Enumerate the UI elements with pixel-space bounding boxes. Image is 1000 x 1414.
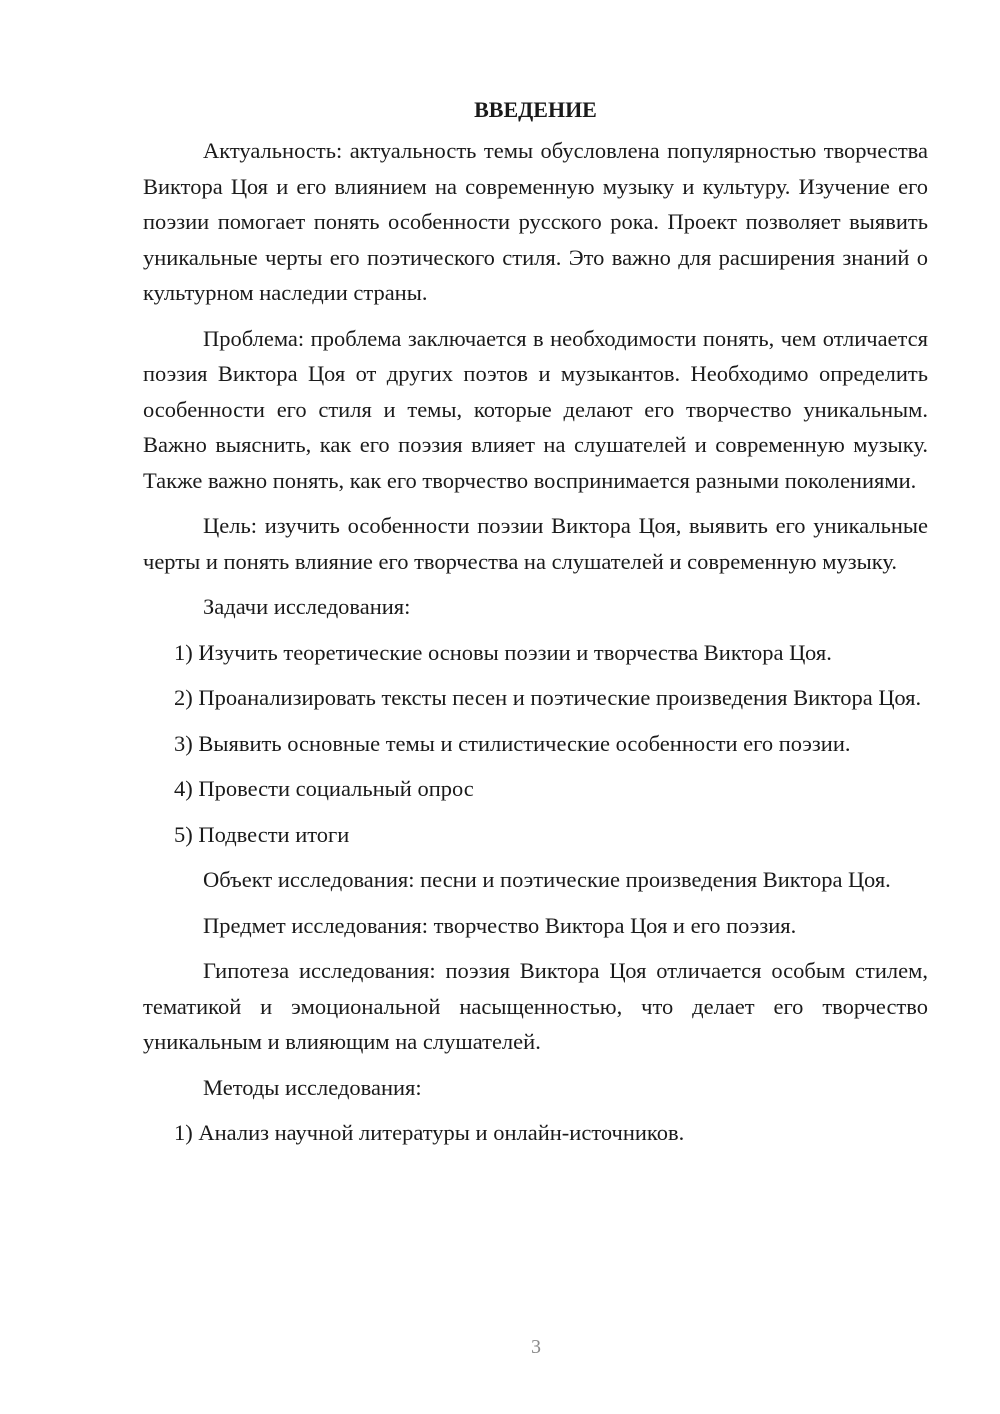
paragraph-hypothesis: Гипотеза исследования: поэзия Виктора Цоя отличается особым стилем, тематикой и эмоциональной насыщенностью, что делает его творчество уникальным и влияющим на слушателей. [143, 958, 928, 1054]
paragraph-goal: Цель: изучить особенности поэзии Виктора Цоя, выявить его уникальные черты и понять влияние его творчества на слушателей и современную музыку. [143, 513, 928, 574]
method-item: 1) Анализ научной литературы и онлайн-источников. [174, 1120, 685, 1145]
task-item: 3) Выявить основные темы и стилистические особенности его поэзии. [174, 730, 851, 756]
paragraph-problem: Проблема: проблема заключается в необходимости понять, чем отличается поэзия Виктора Цоя от других поэтов и музыкантов. Необходимо определить особенности его стиля и темы, которые делают его творчество уникальным. Важно выяснить, как его поэзия влияет на слушателей и современную музыку. Также важно понять, как его творчество воспринимается разными поколениями. [143, 325, 928, 493]
task-item: 4) Провести социальный опрос [174, 776, 474, 801]
paragraph-relevance: Актуальность: актуальность темы обусловлена популярностью творчества Виктора Цоя и его влиянием на современную музыку и культуру. Изучение его поэзии помогает понять особенности русского рока. Проект позволяет выявить уникальные черты его поэтического стиля. Это важно для расширения знаний о культурном наследии страны. [143, 138, 928, 305]
paragraph-object: Объект исследования: песни и поэтические произведения Виктора Цоя. [203, 867, 891, 892]
page-content [143, 95, 928, 1161]
page-number: 3 [531, 1336, 541, 1358]
paragraph-subject: Предмет исследования: творчество Виктора Цоя и его поэзия. [203, 912, 797, 938]
tasks-heading: Задачи исследования: [203, 594, 411, 619]
section-title: ВВЕДЕНИЕ [474, 97, 597, 122]
task-item: 2) Проанализировать тексты песен и поэтические произведения Виктора Цоя. [174, 685, 922, 710]
task-item: 1) Изучить теоретические основы поэзии и творчества Виктора Цоя. [174, 639, 832, 665]
methods-heading: Методы исследования: [203, 1074, 422, 1100]
task-item: 5) Подвести итоги [174, 821, 350, 847]
